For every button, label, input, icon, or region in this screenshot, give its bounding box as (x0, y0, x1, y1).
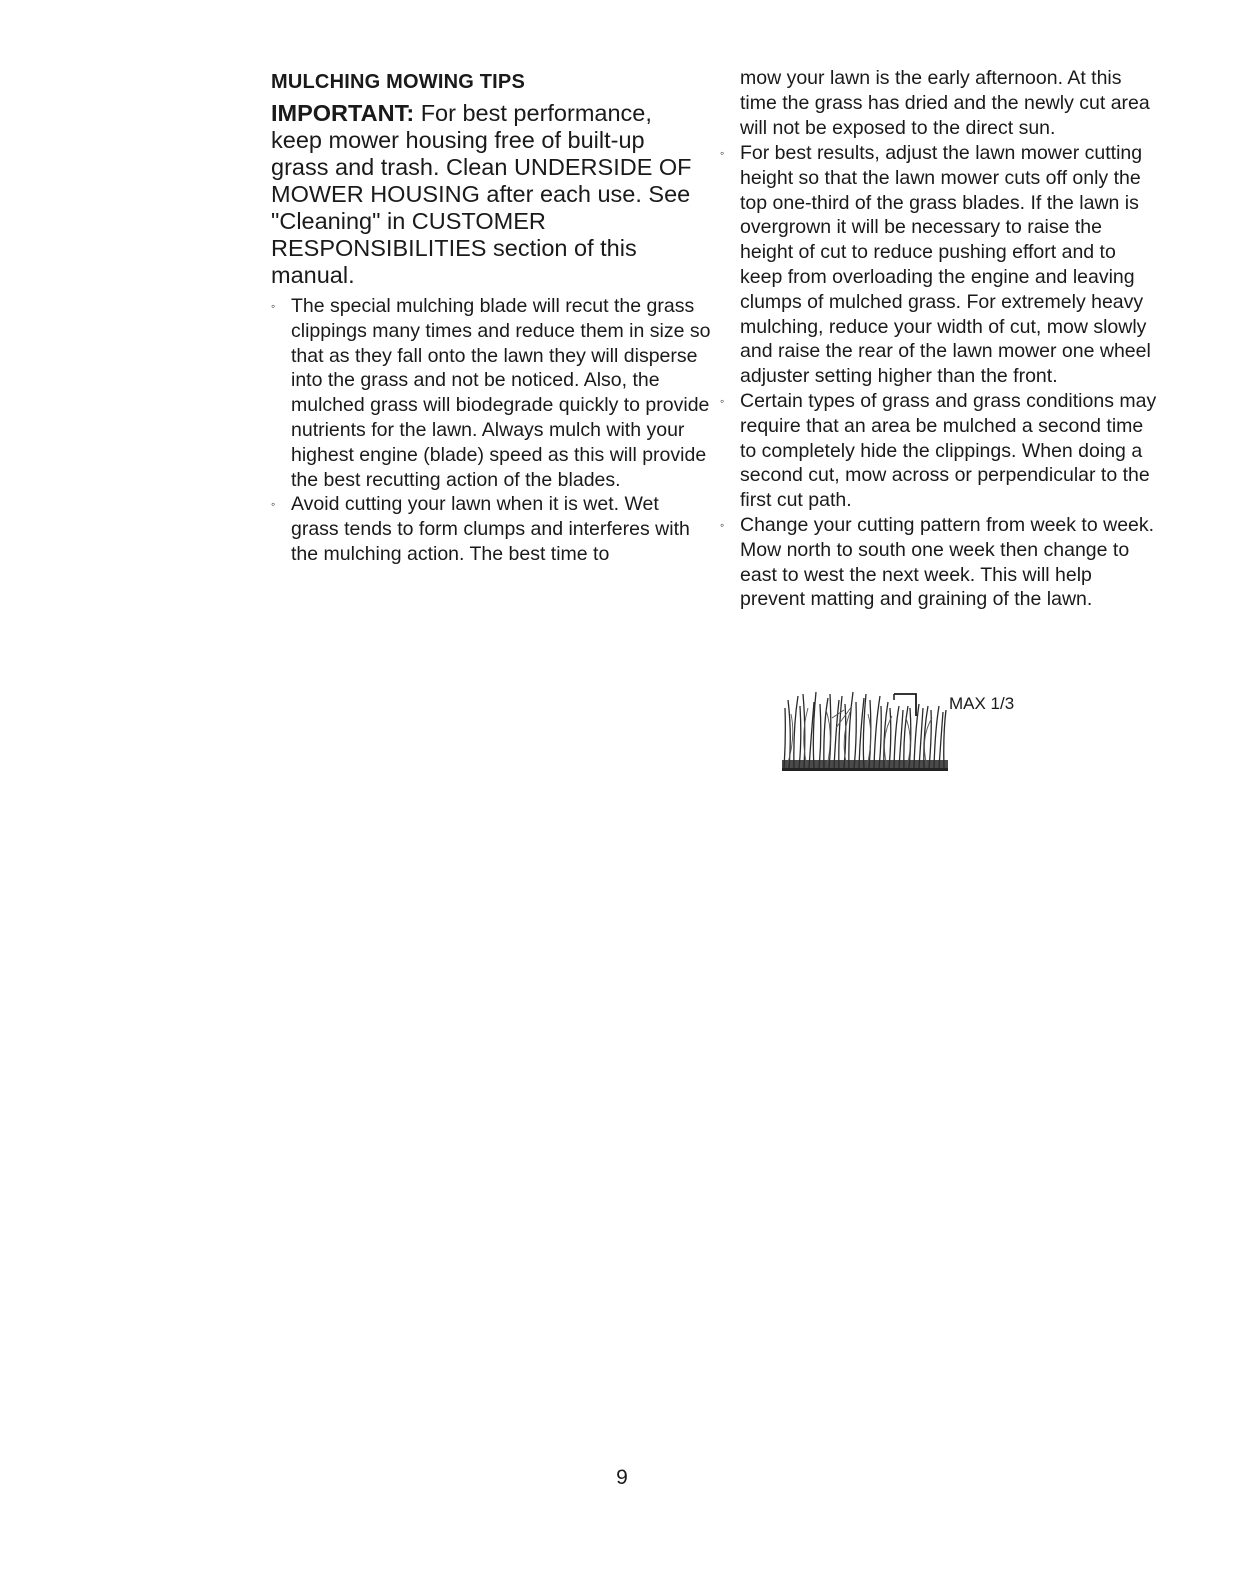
grass-cut-figure (794, 688, 1046, 774)
max-cut-label: MAX 1/3 (949, 694, 1015, 713)
grass-illustration-icon (776, 688, 956, 774)
bullet-text: Change your cutting pattern from week to week. Mow north to south one week then change to east to west the next week. This will help prevent matting and graining of the lawn. (740, 513, 1155, 611)
bullet-item (720, 389, 1160, 513)
bullet-item (720, 513, 1160, 612)
bullet-icon: ◦ (271, 299, 276, 313)
bullet-item (720, 141, 1160, 389)
bullet-icon: ◦ (720, 517, 725, 532)
bullet-icon: ◦ (271, 497, 276, 512)
right-bullet-list (720, 141, 1160, 612)
bullet-text: Avoid cutting your lawn when it is wet. Wet grass tends to form clumps and interferes with the mulching action. The best time to (291, 493, 690, 565)
important-note (271, 100, 701, 289)
continuation-text: mow your lawn is the early afternoon. At this time the grass has dried and the newly cut area will not be exposed to the direct sun. (740, 67, 1150, 139)
bullet-item (271, 492, 711, 566)
bullet-text: For best results, adjust the lawn mower cutting height so that the lawn mower cuts off only the top one-third of the grass blades. If the lawn is overgrown it will be necessary to raise the height of cut to reduce pushing effort and to keep from overloading the engine and leaving clumps of mulched grass. For extremely heavy mulching, reduce your width of cut, mow slowly and raise the rear of the lawn mower one wheel adjuster setting higher than the front. (740, 142, 1151, 388)
bullet-item (271, 294, 711, 492)
left-bullet-list (271, 294, 711, 567)
bullet-icon: ◦ (720, 146, 725, 160)
section-heading: MULCHING MOWING TIPS (271, 71, 525, 93)
bullet-text: The special mulching blade will recut the grass clippings many times and reduce them in size so that as they fall onto the lawn they will disperse into the grass and not be noticed. Also, the mulched grass will biodegrade quickly to provide nutrients for the lawn. Always mulch with your highest engine (blade) speed as this will provide the best recutting action of the blades. (291, 295, 711, 491)
important-text: For best performance, keep mower housing free of built-up grass and trash. Clean UNDERSIDE OF MOWER HOUSING after each use. See "Cleaning" in CUSTOMER RESPONSIBILITIES section of this manual. (271, 100, 692, 288)
bullet-text: Certain types of grass and grass conditions may require that an area be mulched a second time to completely hide the clippings. When doing a second cut, mow across or perpendicular to the first cut path. (740, 389, 1157, 512)
page-number: 9 (616, 1466, 628, 1489)
bullet-icon: ◦ (720, 393, 725, 408)
important-label: IMPORTANT: (271, 100, 415, 126)
